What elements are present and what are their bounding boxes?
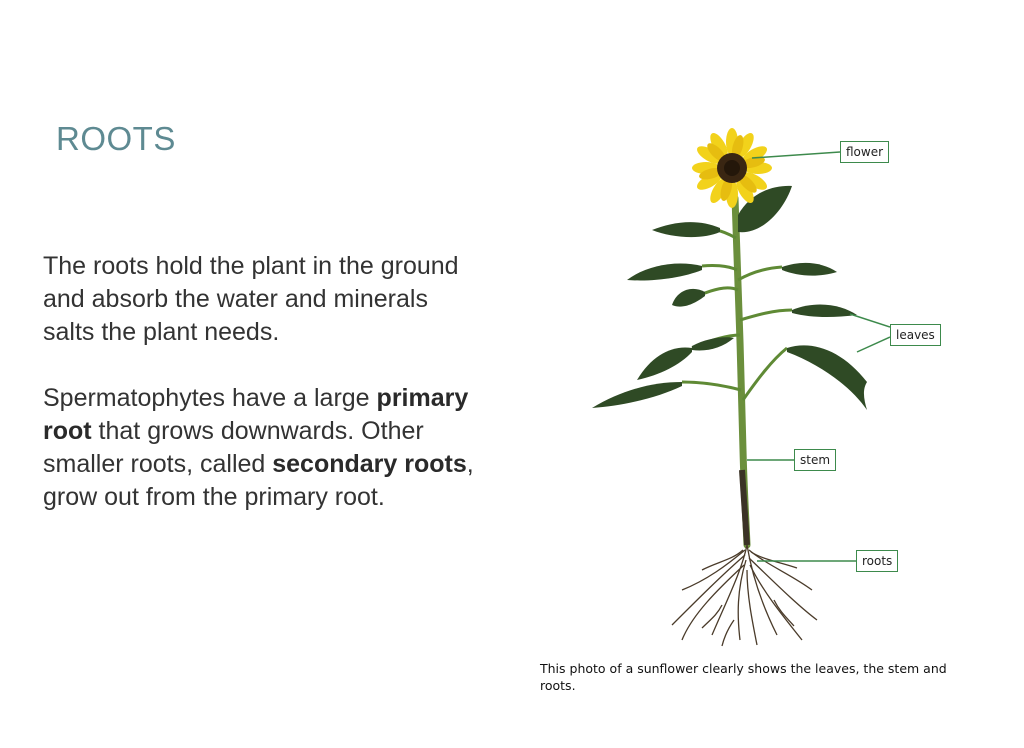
term-primary-root: primary root: [43, 384, 469, 445]
paragraph-text: Spermatophytes have a large: [43, 384, 377, 412]
paragraph-roots-function: The roots hold the plant in the ground and absorb the water and minerals salts the plant needs.: [43, 252, 459, 346]
body-text: [43, 250, 483, 547]
label-roots: roots: [856, 550, 898, 572]
label-flower: flower: [840, 141, 889, 163]
term-secondary-roots: secondary roots: [272, 450, 467, 478]
sunflower-figure: [512, 120, 972, 710]
paragraph-text: , grow out from the primary root.: [43, 450, 474, 511]
paragraph-root-types: [43, 382, 483, 514]
slide-title: ROOTS: [56, 120, 176, 157]
figure-caption: This photo of a sunflower clearly shows the leaves, the stem and roots.: [540, 661, 947, 693]
label-leaves: leaves: [890, 324, 941, 346]
paragraph-text: that grows downwards. Other smaller roots, called: [43, 417, 424, 478]
label-stem: stem: [794, 449, 836, 471]
sunflower-illustration: [512, 120, 972, 660]
